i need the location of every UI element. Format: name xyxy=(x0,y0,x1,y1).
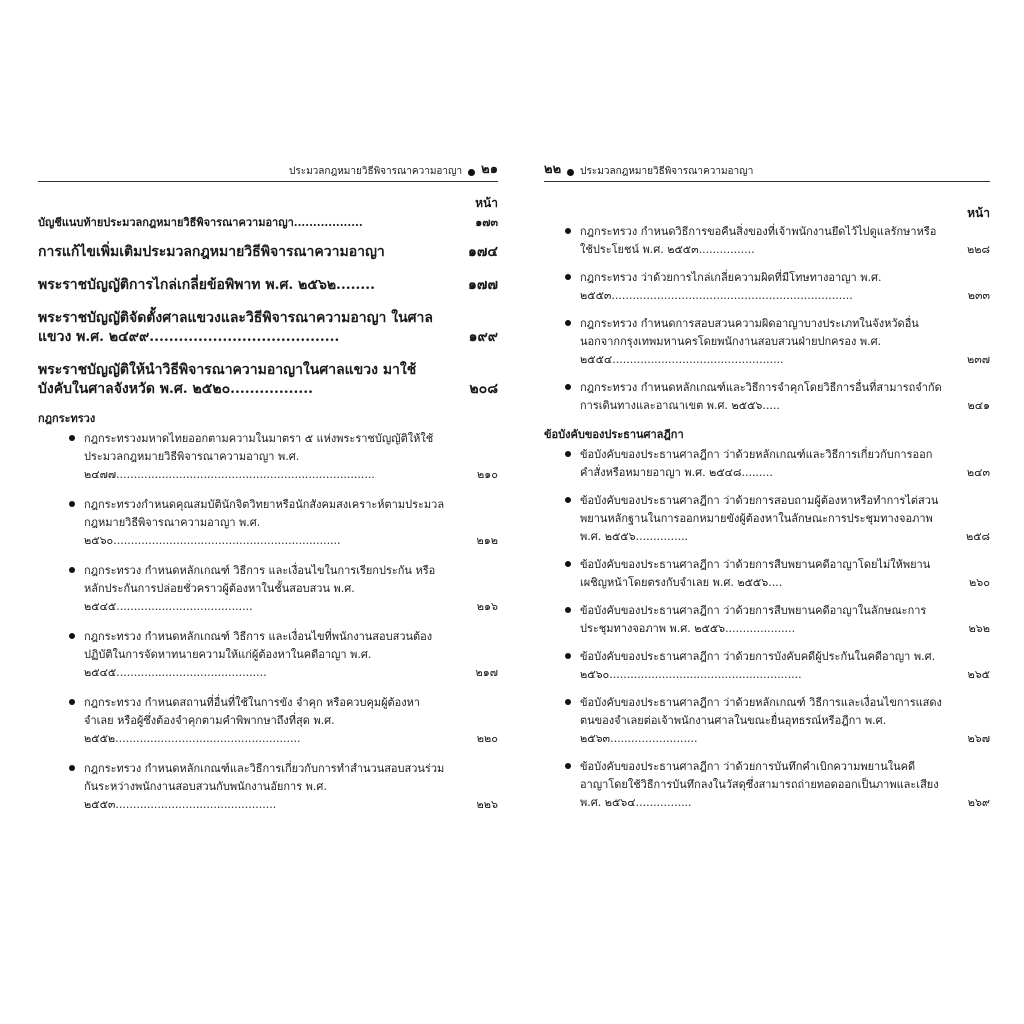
bullet-dot-icon xyxy=(468,169,475,176)
right-page xyxy=(544,160,990,880)
toc-bullet-entry[interactable] xyxy=(38,496,498,550)
toc-entry-text: ข้อบังคับของประธานศาลฎีกา ว่าด้วยการบังคับคดีผู้ประกันในคดีอาญา พ.ศ. ๒๕๖๐....................................................... xyxy=(580,650,936,681)
bullet-dot-icon xyxy=(68,430,78,440)
toc-bullet-entry[interactable] xyxy=(38,562,498,616)
page-number: ๒๒ xyxy=(544,162,562,177)
toc-entry[interactable] xyxy=(38,309,498,347)
toc-entry-page: ๒๑๖ xyxy=(476,600,498,613)
toc-bullet-entry[interactable] xyxy=(38,760,498,814)
toc-entry-text: กฎกระทรวง กำหนดหลักเกณฑ์ วิธีการ และเงื่อนไขที่พนักงานสอบสวนต้องปฏิบัติในการจัดหาทนายความให้แก่ผู้ต้องหาในคดีอาญา พ.ศ. ๒๕๔๕........................................... xyxy=(84,630,433,679)
toc-entry-page: ๒๑๐ xyxy=(477,468,498,481)
toc-entry-text: พระราชบัญญัติจัดตั้งศาลแขวงและวิธีพิจารณาความอาญา ในศาลแขวง พ.ศ. ๒๔๙๙....................................... xyxy=(38,310,434,345)
toc-entry-text: พระราชบัญญัติให้นำวิธีพิจารณาความอาญาในศาลแขวง มาใช้บังคับในศาลจังหวัด พ.ศ. ๒๕๒๐................. xyxy=(38,362,417,397)
toc-entry-page: ๒๖๕ xyxy=(967,668,990,681)
toc-bullet-entry[interactable] xyxy=(544,446,990,482)
toc-bullet-entry[interactable] xyxy=(544,648,990,684)
toc-entry-page: ๒๖๗ xyxy=(967,732,990,745)
bullet-dot-icon xyxy=(564,602,574,612)
toc-entry-page: ๒๒๘ xyxy=(967,243,990,256)
bullet-dot-icon xyxy=(564,648,574,658)
running-head xyxy=(544,160,990,182)
section-heading: กฎกระทรวง xyxy=(38,412,96,425)
toc-entry-page: ๒๓๗ xyxy=(966,353,990,366)
toc-entry[interactable] xyxy=(38,276,498,295)
section-heading: ข้อบังคับของประธานศาลฎีกา xyxy=(544,428,684,441)
toc-bullet-entry[interactable] xyxy=(544,223,990,259)
toc-entry-page: ๑๗๗ xyxy=(468,277,498,293)
toc-entry-page: ๒๖๒ xyxy=(968,622,990,635)
bullet-dot-icon xyxy=(68,496,78,506)
toc-bullet-entry[interactable] xyxy=(544,758,990,812)
toc-entry-text: กฎกระทรวง กำหนดสถานที่อื่นที่ใช้ในการขัง จำคุก หรือควบคุมผู้ต้องหา จำเลย หรือผู้ซึ่งต้องจำคุกตามคำพิพากษาถึงที่สุด พ.ศ. ๒๕๕๒..................................................... xyxy=(84,696,421,745)
toc-entry-page: ๒๖๙ xyxy=(967,796,990,809)
toc-bullet-entry[interactable] xyxy=(544,602,990,638)
toc-bullet-entry[interactable] xyxy=(544,379,990,415)
toc-bullet-entry[interactable] xyxy=(544,492,990,546)
bullet-dot-icon xyxy=(68,694,78,704)
toc-entry-page: ๒๖๐ xyxy=(969,576,990,589)
bullet-dot-icon xyxy=(564,315,574,325)
toc-bullet-entry[interactable] xyxy=(544,694,990,748)
toc-entry-text: ข้อบังคับของประธานศาลฎีกา ว่าด้วยหลักเกณฑ์และวิธีการเกี่ยวกับการออกคำสั่งหรือหมายอาญา พ.ศ. ๒๕๔๘......... xyxy=(580,448,933,479)
toc-entry-page: ๒๐๘ xyxy=(469,381,498,397)
toc-entry-text: กฎกระทรวง กำหนดวิธีการขอคืนสิ่งของที่เจ้าพนักงานยึดไว้ไปดูแลรักษาหรือใช้ประโยชน์ พ.ศ. ๒๕๕๓................ xyxy=(580,225,937,256)
page-number: ๒๑ xyxy=(481,162,498,177)
toc-entry-text: กฎกระทรวง ว่าด้วยการไกล่เกลี่ยความผิดที่มีโทษทางอาญา พ.ศ. ๒๕๕๓..................................................................... xyxy=(580,271,882,302)
bullet-dot-icon xyxy=(567,169,574,176)
toc-entry-text: ข้อบังคับของประธานศาลฎีกา ว่าด้วยการสืบพยานคดีอาญาในลักษณะการประชุมทางจอภาพ พ.ศ. ๒๕๕๖.................... xyxy=(580,604,927,635)
bullet-dot-icon xyxy=(68,760,78,770)
toc-entry-text: กฎกระทรวง กำหนดหลักเกณฑ์และวิธีการจำคุกโดยวิธีการอื่นที่สามารถจำกัดการเดินทางและอาณาเขต พ.ศ. ๒๕๕๖..... xyxy=(580,381,942,412)
toc-bullet-entry[interactable] xyxy=(38,628,498,682)
toc-entry-page: ๑๗๓ xyxy=(475,216,498,229)
left-page xyxy=(38,160,498,880)
running-head-title: ประมวลกฎหมายวิธีพิจารณาความอาญา xyxy=(580,166,754,177)
toc-bullet-entry[interactable] xyxy=(544,315,990,369)
toc-entry-text: ข้อบังคับของประธานศาลฎีกา ว่าด้วยการบันทึกคำเบิกความพยานในคดีอาญาโดยใช้วิธีการบันทึกลงในวัสดุซึ่งสามารถถ่ายทอดออกเป็นภาพและเสียง พ.ศ. ๒๕๖๔................ xyxy=(580,760,939,809)
toc-entry[interactable] xyxy=(38,361,498,399)
toc-entry-text: กฎกระทรวง กำหนดการสอบสวนความผิดอาญาบางประเภทในจังหวัดอื่นนอกจากกรุงเทพมหานครโดยพนักงานสอบสวนฝ่ายปกครอง พ.ศ. ๒๕๕๔................................................. xyxy=(580,317,919,366)
bullet-dot-icon xyxy=(564,758,574,768)
toc-entry-page: ๒๔๓ xyxy=(966,466,990,479)
toc-entry-page: ๒๑๗ xyxy=(475,666,498,679)
bullet-dot-icon xyxy=(564,446,574,456)
toc-bullet-entry[interactable] xyxy=(544,556,990,592)
toc-entry-page: ๑๙๙ xyxy=(468,329,498,345)
page-column-label: หน้า xyxy=(475,196,498,210)
bullet-dot-icon xyxy=(564,556,574,566)
toc-entry-page: ๒๔๑ xyxy=(967,399,990,412)
toc-entry-text: กฎกระทรวง กำหนดหลักเกณฑ์และวิธีการเกี่ยวกับการทำสำนวนสอบสวนร่วมกันระหว่างพนักงานสอบสวนกับพนักงานอัยการ พ.ศ. ๒๕๕๓.............................................. xyxy=(84,762,445,811)
toc-entry-page: ๒๒๐ xyxy=(476,732,498,745)
bullet-dot-icon xyxy=(564,694,574,704)
toc-entry-page: ๒๑๒ xyxy=(476,534,498,547)
toc-entry-text: กฎกระทรวงมหาดไทยออกตามความในมาตรา ๕ แห่งพระราชบัญญัติให้ใช้ประมวลกฎหมายวิธีพิจารณาความอาญา พ.ศ. ๒๔๗๗.......................................................................... xyxy=(84,432,434,481)
toc-entry-text: พระราชบัญญัติการไกล่เกลี่ยข้อพิพาท พ.ศ. ๒๕๖๒........ xyxy=(38,277,376,293)
toc-entry-text: กฎกระทรวง กำหนดหลักเกณฑ์ วิธีการ และเงื่อนไขในการเรียกประกัน หรือหลักประกันการปล่อยชั่วคราวผู้ต้องหาในชั้นสอบสวน พ.ศ. ๒๕๔๕....................................... xyxy=(84,564,436,613)
toc-bullet-entry[interactable] xyxy=(544,269,990,305)
bullet-dot-icon xyxy=(68,562,78,572)
toc-entry-text: บัญชีแนบท้ายประมวลกฎหมายวิธีพิจารณาความอาญา.................. xyxy=(38,216,363,229)
toc-entry[interactable] xyxy=(38,243,498,262)
running-head xyxy=(38,160,498,182)
page-column-label: หน้า xyxy=(967,206,990,220)
bullet-dot-icon xyxy=(564,379,574,389)
bullet-dot-icon xyxy=(564,492,574,502)
toc-entry-page: ๒๓๓ xyxy=(967,289,990,302)
toc-entry-text: ข้อบังคับของประธานศาลฎีกา ว่าด้วยหลักเกณฑ์ วิธีการและเงื่อนไขการแสดงตนของจำเลยต่อเจ้าพนักงานศาลในขณะยื่นอุทธรณ์หรือฎีกา พ.ศ. ๒๕๖๓......................... xyxy=(580,696,942,745)
toc-entry-page: ๒๕๘ xyxy=(965,530,990,543)
bullet-dot-icon xyxy=(564,223,574,233)
toc-bullet-entry[interactable] xyxy=(38,694,498,748)
toc-entry-text: ข้อบังคับของประธานศาลฎีกา ว่าด้วยการสอบถามผู้ต้องหาหรือทำการไต่สวนพยานหลักฐานในการออกหมายขังผู้ต้องหาในลักษณะการประชุมทางจอภาพ พ.ศ. ๒๕๕๖............... xyxy=(580,494,939,543)
toc-bullet-entry[interactable] xyxy=(38,430,498,484)
toc-entry-page: ๒๒๖ xyxy=(476,798,498,811)
toc-entry-text: กฎกระทรวงกำหนดคุณสมบัตินักจิตวิทยาหรือนักสังคมสงเคราะห์ตามประมวลกฎหมายวิธีพิจารณาความอาญา พ.ศ. ๒๕๖๐................................................................. xyxy=(84,498,445,547)
bullet-dot-icon xyxy=(68,628,78,638)
toc-entry[interactable] xyxy=(38,215,498,231)
toc-entry-page: ๑๗๔ xyxy=(467,244,498,260)
toc-entry-text: การแก้ไขเพิ่มเติมประมวลกฎหมายวิธีพิจารณาความอาญา xyxy=(38,244,385,260)
toc-entry-text: ข้อบังคับของประธานศาลฎีกา ว่าด้วยการสืบพยานคดีอาญาโดยไม่ให้พยานเผชิญหน้าโดยตรงกับจำเลย พ.ศ. ๒๕๕๖.... xyxy=(580,558,931,589)
bullet-dot-icon xyxy=(564,269,574,279)
running-head-title: ประมวลกฎหมายวิธีพิจารณาความอาญา xyxy=(289,166,463,177)
